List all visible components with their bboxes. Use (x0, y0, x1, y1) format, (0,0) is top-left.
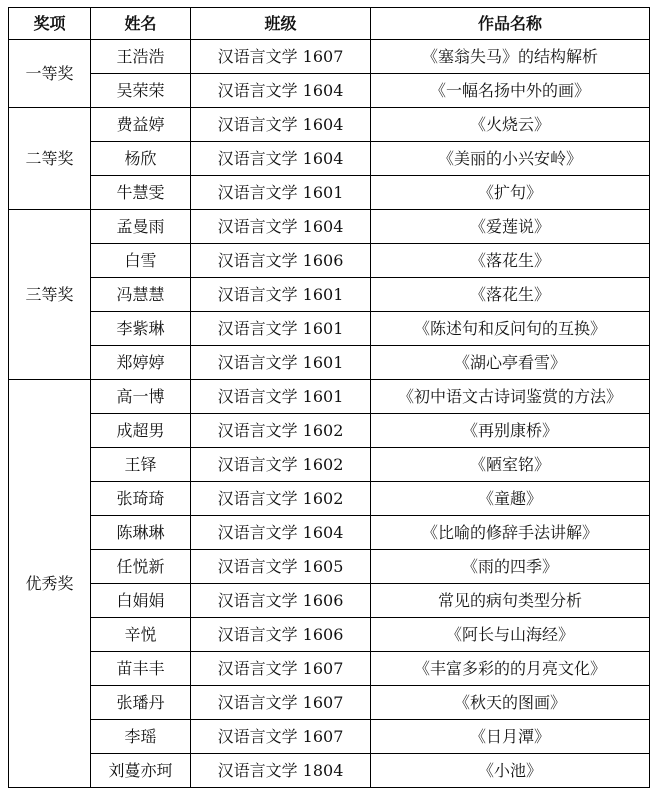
class-cell: 汉语言文学 1601 (191, 278, 371, 312)
table-body (9, 40, 650, 788)
table-row (9, 754, 650, 788)
work-title-cell: 《火烧云》 (371, 108, 650, 142)
table-row (9, 108, 650, 142)
student-name-cell: 孟曼雨 (91, 210, 191, 244)
table-row (9, 380, 650, 414)
work-title-cell: 《美丽的小兴安岭》 (371, 142, 650, 176)
class-cell: 汉语言文学 1606 (191, 244, 371, 278)
class-cell: 汉语言文学 1606 (191, 584, 371, 618)
table-row (9, 312, 650, 346)
class-cell: 汉语言文学 1607 (191, 40, 371, 74)
student-name-cell: 白娟娟 (91, 584, 191, 618)
class-cell: 汉语言文学 1604 (191, 108, 371, 142)
table-row (9, 244, 650, 278)
table-row (9, 482, 650, 516)
work-title-cell: 《陈述句和反问句的互换》 (371, 312, 650, 346)
student-name-cell: 李紫琳 (91, 312, 191, 346)
student-name-cell: 李瑶 (91, 720, 191, 754)
work-title-cell: 《塞翁失马》的结构解析 (371, 40, 650, 74)
student-name-cell: 白雪 (91, 244, 191, 278)
class-cell: 汉语言文学 1604 (191, 210, 371, 244)
table-row (9, 142, 650, 176)
student-name-cell: 王浩浩 (91, 40, 191, 74)
student-name-cell: 高一博 (91, 380, 191, 414)
work-title-cell: 《爱莲说》 (371, 210, 650, 244)
table-row (9, 346, 650, 380)
table-row (9, 40, 650, 74)
header-class: 班级 (191, 8, 371, 40)
work-title-cell: 《秋天的图画》 (371, 686, 650, 720)
class-cell: 汉语言文学 1601 (191, 312, 371, 346)
table-row (9, 550, 650, 584)
student-name-cell: 刘蔓亦珂 (91, 754, 191, 788)
class-cell: 汉语言文学 1602 (191, 448, 371, 482)
student-name-cell: 苗丰丰 (91, 652, 191, 686)
student-name-cell: 冯慧慧 (91, 278, 191, 312)
class-cell: 汉语言文学 1607 (191, 720, 371, 754)
class-cell: 汉语言文学 1607 (191, 652, 371, 686)
work-title-cell: 《阿长与山海经》 (371, 618, 650, 652)
table-row (9, 618, 650, 652)
table-row (9, 414, 650, 448)
class-cell: 汉语言文学 1602 (191, 414, 371, 448)
student-name-cell: 牛慧雯 (91, 176, 191, 210)
award-table (8, 7, 650, 788)
class-cell: 汉语言文学 1604 (191, 74, 371, 108)
table-row (9, 210, 650, 244)
table-row (9, 74, 650, 108)
table-row (9, 720, 650, 754)
student-name-cell: 任悦新 (91, 550, 191, 584)
work-title-cell: 《日月潭》 (371, 720, 650, 754)
student-name-cell: 郑婷婷 (91, 346, 191, 380)
class-cell: 汉语言文学 1605 (191, 550, 371, 584)
header-work: 作品名称 (371, 8, 650, 40)
work-title-cell: 《初中语文古诗词鉴赏的方法》 (371, 380, 650, 414)
table-row (9, 448, 650, 482)
student-name-cell: 张璠丹 (91, 686, 191, 720)
table-row (9, 686, 650, 720)
work-title-cell: 《落花生》 (371, 278, 650, 312)
award-cell: 三等奖 (9, 210, 91, 380)
work-title-cell: 《小池》 (371, 754, 650, 788)
class-cell: 汉语言文学 1601 (191, 380, 371, 414)
work-title-cell: 《陋室铭》 (371, 448, 650, 482)
award-cell: 一等奖 (9, 40, 91, 108)
class-cell: 汉语言文学 1604 (191, 142, 371, 176)
student-name-cell: 成超男 (91, 414, 191, 448)
student-name-cell: 费益婷 (91, 108, 191, 142)
header-award: 奖项 (9, 8, 91, 40)
class-cell: 汉语言文学 1604 (191, 516, 371, 550)
table-row (9, 278, 650, 312)
work-title-cell: 常见的病句类型分析 (371, 584, 650, 618)
class-cell: 汉语言文学 1602 (191, 482, 371, 516)
table-row (9, 584, 650, 618)
student-name-cell: 吴荣荣 (91, 74, 191, 108)
work-title-cell: 《雨的四季》 (371, 550, 650, 584)
work-title-cell: 《丰富多彩的的月亮文化》 (371, 652, 650, 686)
table-row (9, 176, 650, 210)
work-title-cell: 《比喻的修辞手法讲解》 (371, 516, 650, 550)
award-cell: 二等奖 (9, 108, 91, 210)
work-title-cell: 《湖心亭看雪》 (371, 346, 650, 380)
work-title-cell: 《落花生》 (371, 244, 650, 278)
student-name-cell: 辛悦 (91, 618, 191, 652)
class-cell: 汉语言文学 1607 (191, 686, 371, 720)
student-name-cell: 陈琳琳 (91, 516, 191, 550)
class-cell: 汉语言文学 1606 (191, 618, 371, 652)
header-name: 姓名 (91, 8, 191, 40)
work-title-cell: 《扩句》 (371, 176, 650, 210)
award-cell: 优秀奖 (9, 380, 91, 788)
class-cell: 汉语言文学 1601 (191, 176, 371, 210)
student-name-cell: 王铎 (91, 448, 191, 482)
work-title-cell: 《再别康桥》 (371, 414, 650, 448)
class-cell: 汉语言文学 1804 (191, 754, 371, 788)
class-cell: 汉语言文学 1601 (191, 346, 371, 380)
table-header-row (9, 8, 650, 40)
table-row (9, 516, 650, 550)
student-name-cell: 张琦琦 (91, 482, 191, 516)
table-row (9, 652, 650, 686)
work-title-cell: 《一幅名扬中外的画》 (371, 74, 650, 108)
student-name-cell: 杨欣 (91, 142, 191, 176)
work-title-cell: 《童趣》 (371, 482, 650, 516)
